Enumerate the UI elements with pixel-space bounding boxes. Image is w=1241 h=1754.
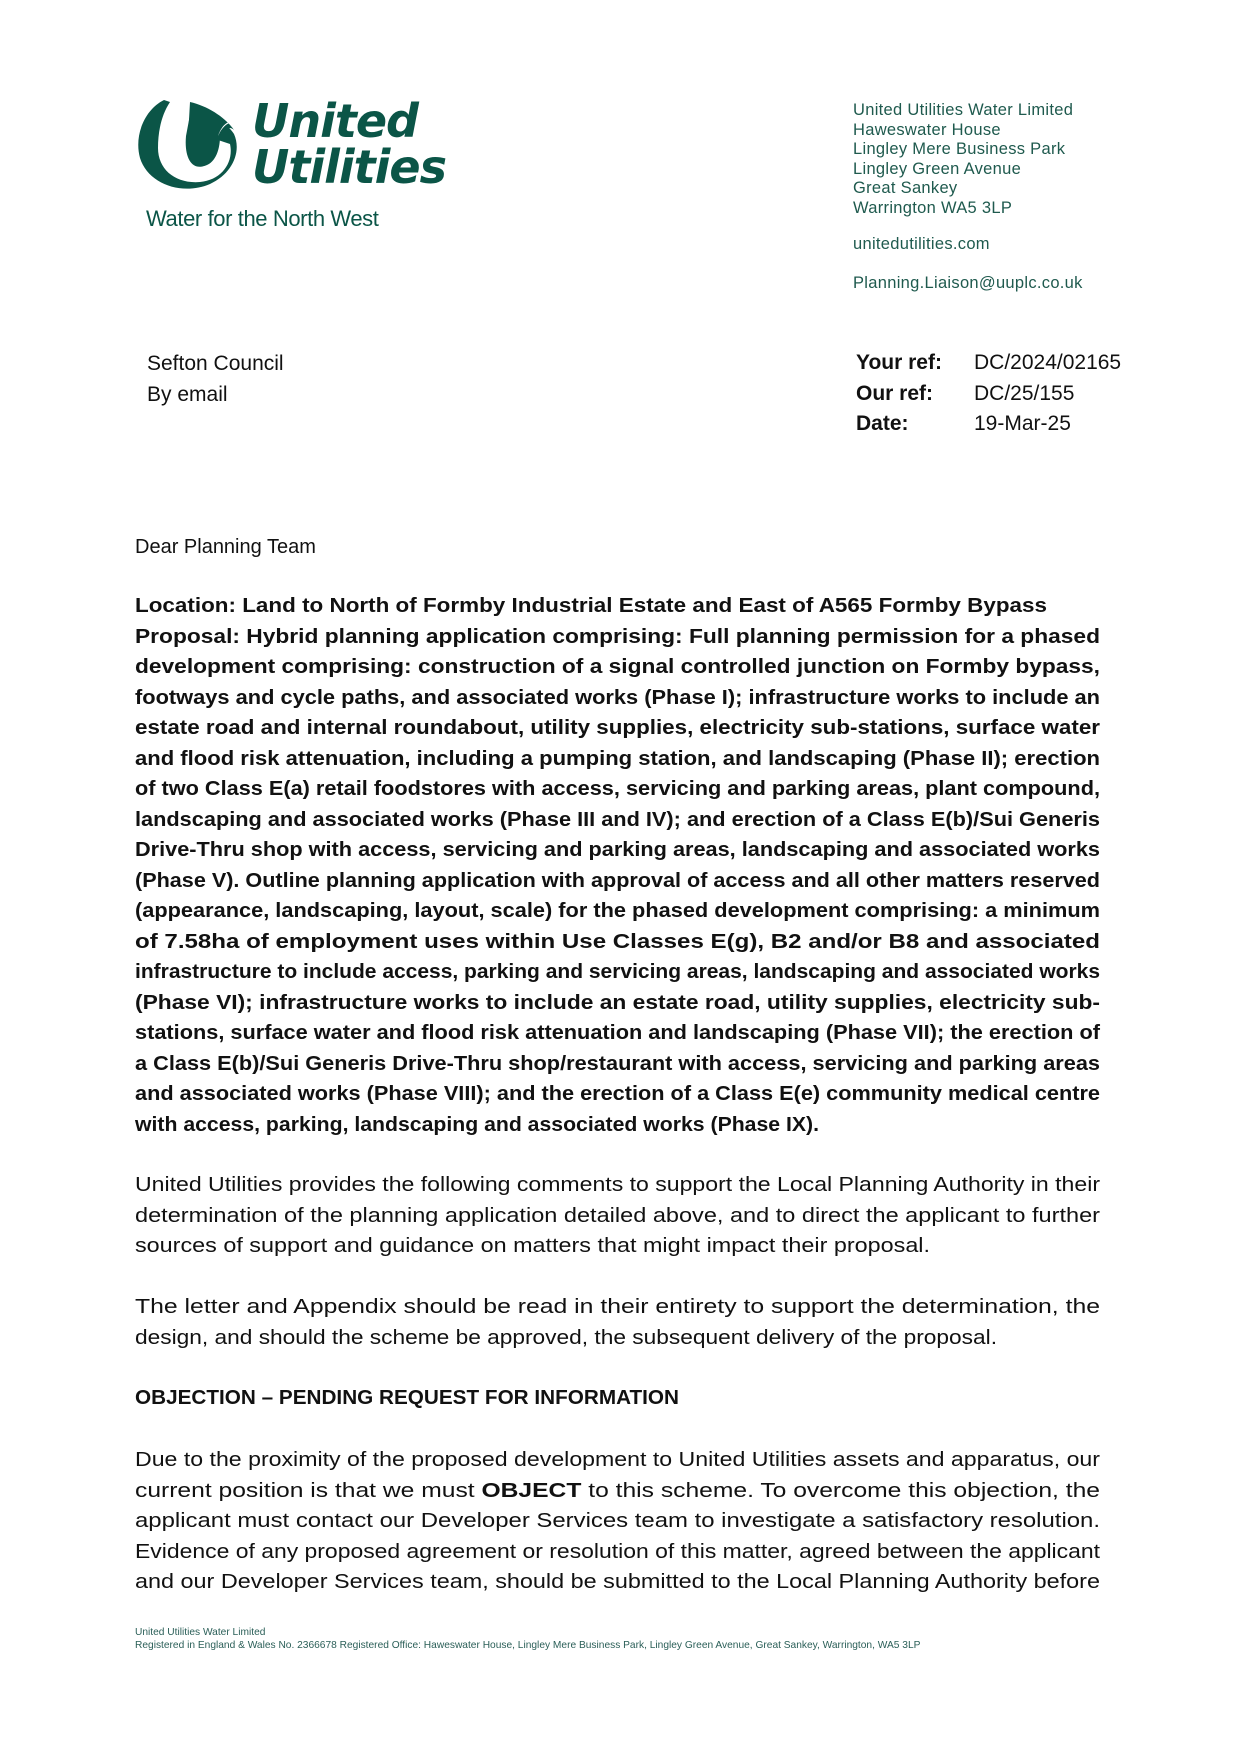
salutation bbox=[135, 532, 1100, 563]
paragraph-text: to this scheme. To overcome this objection, the bbox=[581, 1479, 1100, 1502]
paragraph-line: applicant must contact our Developer Services team to investigate a satisfactory resolution. bbox=[135, 1510, 1100, 1532]
address-line: United Utilities Water Limited bbox=[853, 101, 1074, 119]
paragraph-text: current position is that we must bbox=[135, 1479, 482, 1502]
location-proposal-block bbox=[135, 591, 1100, 1140]
paragraph-line: of two Class E(a) retail foodstores with access, servicing and parking areas, plant compound, bbox=[135, 778, 1100, 800]
paragraph-line: Proposal: Hybrid planning application comprising: Full planning permission for a phased bbox=[135, 625, 1100, 648]
paragraph-line: determination of the planning application detailed above, and to direct the applicant to further bbox=[135, 1204, 1100, 1227]
objection-heading-text: OBJECTION – PENDING REQUEST FOR INFORMATION bbox=[135, 1387, 679, 1409]
paragraph-line: estate road and internal roundabout, utility supplies, electricity sub-stations, surface water bbox=[135, 717, 1100, 739]
ref-value: DC/2024/02165 bbox=[974, 351, 1122, 374]
brand-name-united: United bbox=[252, 94, 418, 148]
paragraph-line: infrastructure to include access, parking and servicing areas, landscaping and associated works bbox=[135, 961, 1100, 983]
website-link[interactable]: unitedutilities.com bbox=[853, 235, 990, 253]
ref-row-date bbox=[856, 409, 1121, 440]
paragraph-line bbox=[135, 1476, 1100, 1507]
brand-tagline: Water for the North West bbox=[146, 206, 379, 231]
footer-registration: Registered in England & Wales No. 2366678 Registered Office: Haweswater House, Lingley Mere Business Park, Lingley Green Avenue, Great Sankey, Warrington, WA5 3LP bbox=[135, 1639, 921, 1651]
u-drop-icon bbox=[134, 96, 244, 196]
objection-heading bbox=[135, 1383, 1100, 1414]
brand-name-utilities: Utilities bbox=[252, 140, 446, 194]
ref-label: Date: bbox=[856, 412, 909, 435]
ref-row-our-ref bbox=[856, 379, 1121, 410]
sender-address bbox=[853, 101, 1073, 219]
paragraph-line: and flood risk attenuation, including a pumping station, and landscaping (Phase II); erection bbox=[135, 747, 1100, 770]
address-line: Warrington WA5 3LP bbox=[853, 198, 1013, 217]
paragraph-line: of 7.58ha of employment uses within Use Classes E(g), B2 and/or B8 and associated bbox=[135, 930, 1100, 953]
paragraph-line: landscaping and associated works (Phase III and IV); and erection of a Class E(b)/Sui Generis bbox=[135, 808, 1100, 831]
email-link[interactable]: Planning.Liaison@uuplc.co.uk bbox=[853, 274, 1083, 292]
paragraph-line: Drive-Thru shop with access, servicing and parking areas, landscaping and associated works bbox=[135, 839, 1100, 861]
ref-label: Our ref: bbox=[856, 381, 934, 405]
paragraph-line: and associated works (Phase VIII); and the erection of a Class E(e) community medical centre bbox=[135, 1083, 1100, 1105]
paragraph-line: with access, parking, landscaping and associated works (Phase IX). bbox=[135, 1113, 819, 1136]
appendix-paragraph bbox=[135, 1292, 1100, 1353]
ref-value: DC/25/155 bbox=[974, 381, 1075, 405]
paragraph-line: development comprising: construction of a signal controlled junction on Formby bypass, bbox=[135, 656, 1100, 678]
footer bbox=[135, 1627, 920, 1652]
paragraph-line: Due to the proximity of the proposed development to United Utilities assets and apparatus, our bbox=[135, 1449, 1100, 1471]
salutation-text: Dear Planning Team bbox=[135, 536, 316, 558]
paragraph-line: footways and cycle paths, and associated works (Phase I); infrastructure works to include an bbox=[135, 686, 1100, 709]
address-line: Haweswater House bbox=[853, 120, 1001, 139]
paragraph-line: sources of support and guidance on matters that might impact their proposal. bbox=[135, 1235, 930, 1257]
paragraph-line: (Phase VI); infrastructure works to include an estate road, utility supplies, electricity sub- bbox=[135, 991, 1100, 1014]
address-line: Lingley Mere Business Park bbox=[853, 140, 1066, 159]
paragraph-line: United Utilities provides the following comments to support the Local Planning Authority in their bbox=[135, 1174, 1100, 1196]
footer-company: United Utilities Water Limited bbox=[135, 1627, 266, 1638]
paragraph-line: and our Developer Services team, should be submitted to the Local Planning Authority before bbox=[135, 1571, 1100, 1593]
ref-row-your-ref bbox=[856, 348, 1121, 379]
paragraph-line: Location: Land to North of Formby Industrial Estate and East of A565 Formby Bypass bbox=[135, 595, 1047, 617]
paragraph-line: a Class E(b)/Sui Generis Drive-Thru shop/restaurant with access, servicing and parking areas bbox=[135, 1052, 1100, 1075]
support-paragraph bbox=[135, 1170, 1100, 1262]
objection-paragraph bbox=[135, 1445, 1100, 1598]
paragraph-line: Evidence of any proposed agreement or resolution of this matter, agreed between the applicant bbox=[135, 1540, 1100, 1563]
paragraph-line: (appearance, landscaping, layout, scale) for the phased development comprising: a minimum bbox=[135, 900, 1100, 922]
paragraph-line: The letter and Appendix should be read in their entirety to support the determination, the bbox=[135, 1296, 1100, 1318]
united-utilities-logo bbox=[134, 94, 446, 236]
address-line: Lingley Green Avenue bbox=[853, 159, 1022, 178]
recipient-block bbox=[147, 348, 284, 410]
paragraph-line: stations, surface water and flood risk attenuation and landscaping (Phase VII); the erection of bbox=[135, 1022, 1100, 1044]
address-line: Great Sankey bbox=[853, 179, 958, 198]
ref-label: Your ref: bbox=[856, 351, 942, 374]
recipient-name: Sefton Council bbox=[147, 352, 284, 375]
object-emphasis: OBJECT bbox=[481, 1479, 582, 1502]
ref-value: 19-Mar-25 bbox=[974, 412, 1071, 435]
reference-block bbox=[856, 348, 1121, 440]
recipient-delivery: By email bbox=[147, 383, 228, 406]
paragraph-line: design, and should the scheme be approved, the subsequent delivery of the proposal. bbox=[135, 1326, 997, 1349]
paragraph-line: (Phase V). Outline planning application with approval of access and all other matters reserved bbox=[135, 869, 1100, 892]
